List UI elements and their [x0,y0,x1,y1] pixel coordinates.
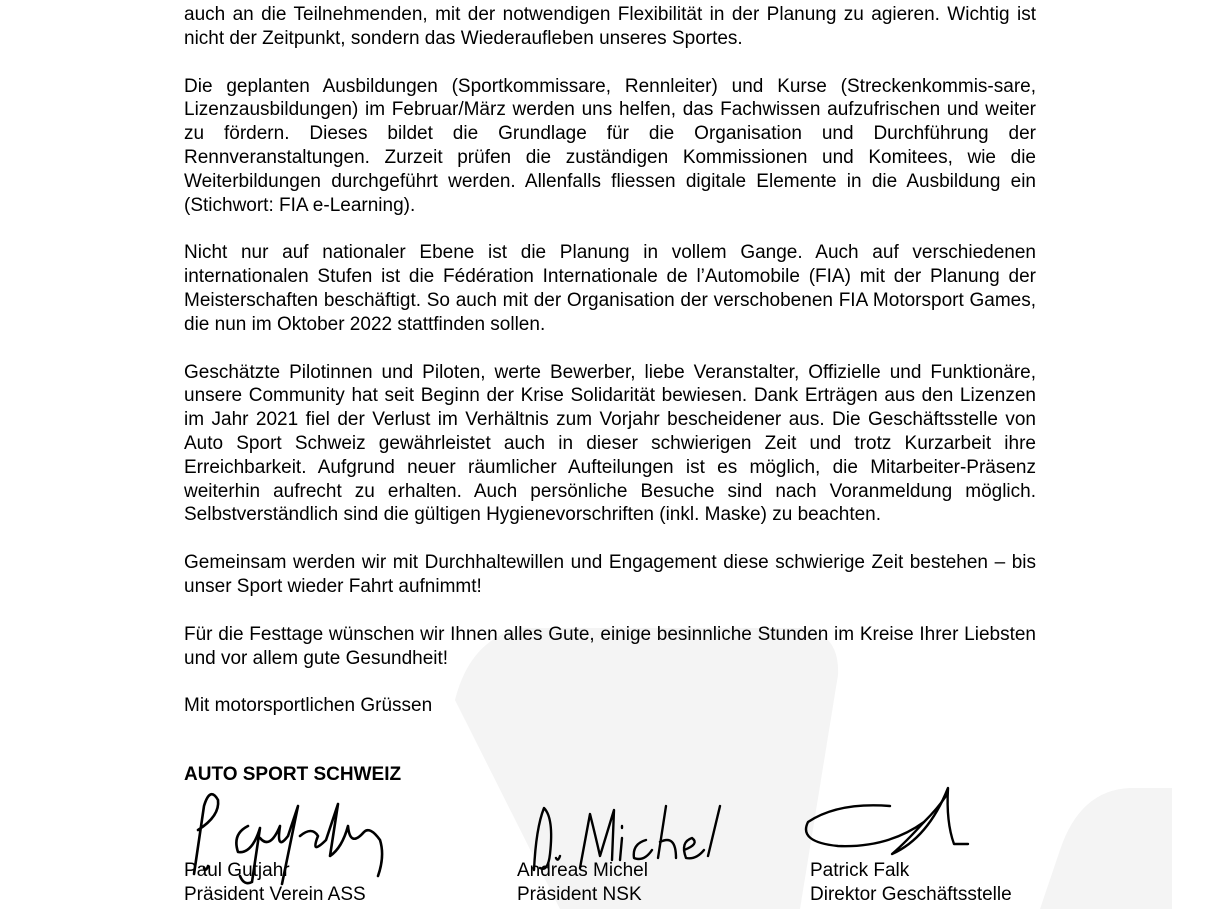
signatory-gutjahr [184,859,366,906]
letter-body [184,3,1036,742]
paragraph-training: Die geplanten Ausbildungen (Sportkommissare, Rennleiter) und Kurse (Streckenkommis-sare, Lizenzausbildungen) im Februar/März werden uns helfen, das Fachwissen aufzufrischen und weiter zu fördern. Dieses bildet die Grundlage für die Organisation und Durchführung der Rennveranstaltungen. Zurzeit prüfen die zuständigen Kommissionen und Komitees, wie die Weiterbildungen durchgeführt werden. Allenfalls fliessen digitale Elemente in die Ausbildung ein (Stichwort: FIA e-Learning). [184,75,1036,216]
paragraph-flexibility: auch an die Teilnehmenden, mit der notwendigen Flexibilität in der Planung zu agieren. Wichtig ist nicht der Zeitpunkt, sondern das Wiederaufleben unseres Sportes. [184,4,1036,49]
signatory-name: Patrick Falk [810,860,910,881]
paragraph-international: Nicht nur auf nationaler Ebene ist die Planung in vollem Gange. Auch auf verschiedenen internationalen Stufen ist die Fédération Internationale de l’Automobile (FIA) mit der Planung der Meisterschaften beschäftigt. So auch mit der Organisation der verschobenen FIA Motorsport Games, die nun im Oktober 2022 stattfinden sollen. [184,242,1036,335]
signatory-falk [810,859,1012,906]
paragraph-holidays: Für die Festtage wünschen wir Ihnen alles Gute, einige besinnliche Stunden im Kreise Ihrer Liebsten und vor allem gute Gesundheit! [184,623,1036,669]
signature-falk [798,782,978,862]
paragraph-community: Geschätzte Pilotinnen und Piloten, werte Bewerber, liebe Veranstalter, Offizielle und Funktionäre, unsere Community hat seit Beginn der Krise Solidarität bewiesen. Dank Erträgen aus den Lizenzen im Jahr 2021 fiel der Verlust im Verhältnis zum Vorjahr bescheidener aus. Die Geschäftsstelle von Auto Sport Schweiz gewährleistet auch in dieser schwierigen Zeit und trotz Kurzarbeit ihre Erreichbarkeit. Aufgrund neuer räumlicher Aufteilungen ist es möglich, die Mitarbeiter-Präsenz weiterhin aufrecht zu erhalten. Auch persönliche Besuche sind nach Voranmeldung möglich. Selbstverständlich sind die gültigen Hygienevorschriften (inkl. Maske) zu beachten. [184,361,1036,526]
signatory-role: Direktor Geschäftsstelle [810,883,1012,905]
signatory-name: Andreas Michel [517,860,648,881]
signatory-role: Präsident Verein ASS [184,883,366,905]
closing-greeting: Mit motorsportlichen Grüssen [184,695,433,717]
signatory-michel [517,859,648,906]
organization-name: AUTO SPORT SCHWEIZ [184,764,402,785]
signatory-name: Paul Gutjahr [184,860,290,881]
signatory-role: Präsident NSK [517,883,642,905]
paragraph-together: Gemeinsam werden wir mit Durchhaltewillen und Engagement diese schwierige Zeit bestehen – bis unser Sport wieder Fahrt aufnimmt! [184,552,1036,597]
